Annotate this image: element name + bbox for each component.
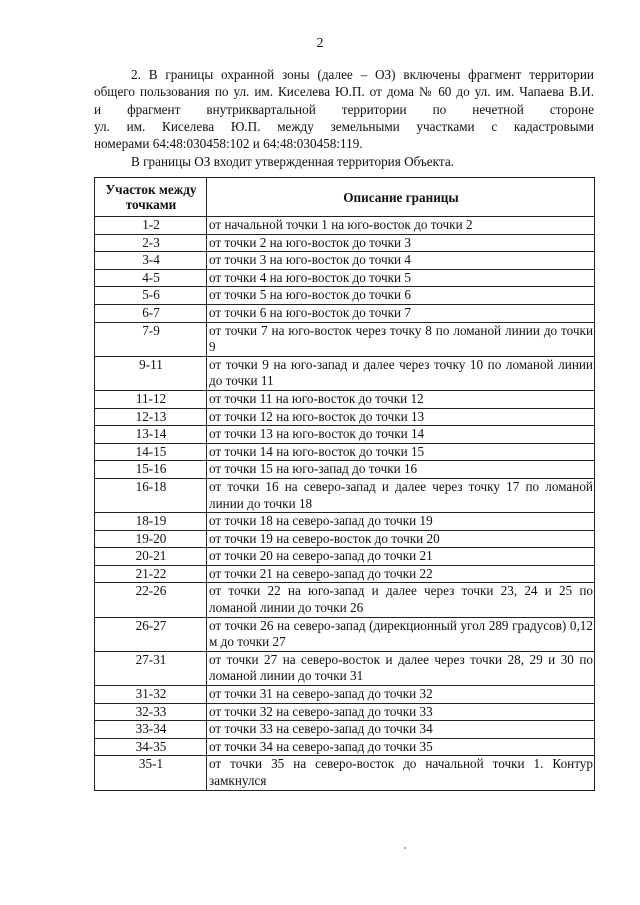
table-row	[95, 269, 595, 287]
table-row	[95, 721, 595, 739]
table-row	[95, 322, 595, 356]
segment-cell: 32-33	[95, 703, 207, 721]
description-cell: от точки 14 на юго-восток до точки 15	[207, 443, 595, 461]
table-row	[95, 390, 595, 408]
segment-cell: 14-15	[95, 443, 207, 461]
segment-cell: 33-34	[95, 721, 207, 739]
table-row	[95, 583, 595, 617]
description-cell: от точки 5 на юго-восток до точки 6	[207, 287, 595, 305]
table-row	[95, 738, 595, 756]
segment-cell: 35-1	[95, 756, 207, 790]
segment-cell: 11-12	[95, 390, 207, 408]
description-cell: от точки 31 на северо-запад до точки 32	[207, 686, 595, 704]
table-row	[95, 703, 595, 721]
segment-cell: 13-14	[95, 426, 207, 444]
description-cell: от точки 21 на северо-запад до точки 22	[207, 565, 595, 583]
segment-cell: 31-32	[95, 686, 207, 704]
description-cell: от точки 3 на юго-восток до точки 4	[207, 252, 595, 270]
segment-cell: 6-7	[95, 304, 207, 322]
table-row	[95, 513, 595, 531]
header-segment: Участок между точками	[95, 178, 207, 217]
description-cell: от точки 9 на юго-запад и далее через точку 10 по ломаной линии до точки 11	[207, 356, 595, 390]
paragraph-line: и фрагмент внутриквартальной территории по нечетной стороне	[94, 101, 594, 117]
description-cell: от точки 27 на северо-восток и далее через точки 28, 29 и 30 по ломаной линии до точки 31	[207, 651, 595, 685]
description-cell: от точки 12 на юго-восток до точки 13	[207, 408, 595, 426]
description-cell: от точки 20 на северо-запад до точки 21	[207, 548, 595, 566]
segment-cell: 26-27	[95, 617, 207, 651]
description-cell: от точки 4 на юго-восток до точки 5	[207, 269, 595, 287]
scan-speck	[404, 847, 406, 849]
description-cell: от точки 6 на юго-восток до точки 7	[207, 304, 595, 322]
description-cell: от точки 15 на юго-запад до точки 16	[207, 461, 595, 479]
segment-cell: 16-18	[95, 478, 207, 512]
table-row	[95, 234, 595, 252]
segment-cell: 4-5	[95, 269, 207, 287]
header-description: Описание границы	[207, 178, 595, 217]
table-row	[95, 756, 595, 790]
segment-cell: 18-19	[95, 513, 207, 531]
segment-cell: 1-2	[95, 217, 207, 235]
paragraph-line: 2. В границы охранной зоны (далее – ОЗ) включены фрагмент территории	[131, 67, 594, 82]
segment-cell: 9-11	[95, 356, 207, 390]
description-cell: от точки 33 на северо-запад до точки 34	[207, 721, 595, 739]
description-cell: от точки 2 на юго-восток до точки 3	[207, 234, 595, 252]
description-cell: от начальной точки 1 на юго-восток до точки 2	[207, 217, 595, 235]
paragraph-line: номерами 64:48:030458:102 и 64:48:030458:119.	[94, 136, 363, 152]
table-row	[95, 217, 595, 235]
table-row	[95, 548, 595, 566]
table-row	[95, 426, 595, 444]
description-cell: от точки 11 на юго-восток до точки 12	[207, 390, 595, 408]
description-cell: от точки 35 на северо-восток до начальной точки 1. Контур замкнулся	[207, 756, 595, 790]
segment-cell: 34-35	[95, 738, 207, 756]
table-row	[95, 408, 595, 426]
segment-cell: 12-13	[95, 408, 207, 426]
table-row	[95, 356, 595, 390]
description-cell: от точки 22 на юго-запад и далее через точки 23, 24 и 25 по ломаной линии до точки 26	[207, 583, 595, 617]
description-cell: от точки 16 на северо-запад и далее через точку 17 по ломаной линии до точки 18	[207, 478, 595, 512]
description-cell: от точки 19 на северо-восток до точки 20	[207, 530, 595, 548]
table-row	[95, 617, 595, 651]
table-row	[95, 530, 595, 548]
description-cell: от точки 13 на юго-восток до точки 14	[207, 426, 595, 444]
segment-cell: 7-9	[95, 322, 207, 356]
table-row	[95, 443, 595, 461]
table-row	[95, 686, 595, 704]
description-cell: от точки 18 на северо-запад до точки 19	[207, 513, 595, 531]
table-row	[95, 478, 595, 512]
table-body	[95, 217, 595, 791]
segment-cell: 22-26	[95, 583, 207, 617]
table-row	[95, 565, 595, 583]
description-cell: от точки 7 на юго-восток через точку 8 по ломаной линии до точки 9	[207, 322, 595, 356]
segment-cell: 20-21	[95, 548, 207, 566]
description-cell: от точки 26 на северо-запад (дирекционный угол 289 градусов) 0,12 м до точки 27	[207, 617, 595, 651]
table-row	[95, 287, 595, 305]
paragraph-protection-zone	[94, 66, 594, 152]
segment-cell: 21-22	[95, 565, 207, 583]
segment-cell: 15-16	[95, 461, 207, 479]
table-row	[95, 304, 595, 322]
page-number: 2	[316, 36, 324, 51]
description-cell: от точки 32 на северо-запад до точки 33	[207, 703, 595, 721]
description-cell: от точки 34 на северо-запад до точки 35	[207, 738, 595, 756]
segment-cell: 19-20	[95, 530, 207, 548]
table-row	[95, 252, 595, 270]
segment-cell: 3-4	[95, 252, 207, 270]
paragraph-line: общего пользования по ул. им. Киселева Ю.П. от дома № 60 до ул. им. Чапаева В.И.	[94, 84, 594, 100]
table-header-row	[95, 178, 595, 217]
paragraph-line: ул. им. Киселева Ю.П. между земельными участками с кадастровыми	[94, 118, 594, 134]
paragraph-territory: В границы ОЗ входит утвержденная территория Объекта.	[131, 154, 454, 169]
boundary-table	[94, 177, 595, 791]
segment-cell: 27-31	[95, 651, 207, 685]
table-row	[95, 651, 595, 685]
table-row	[95, 461, 595, 479]
segment-cell: 5-6	[95, 287, 207, 305]
segment-cell: 2-3	[95, 234, 207, 252]
